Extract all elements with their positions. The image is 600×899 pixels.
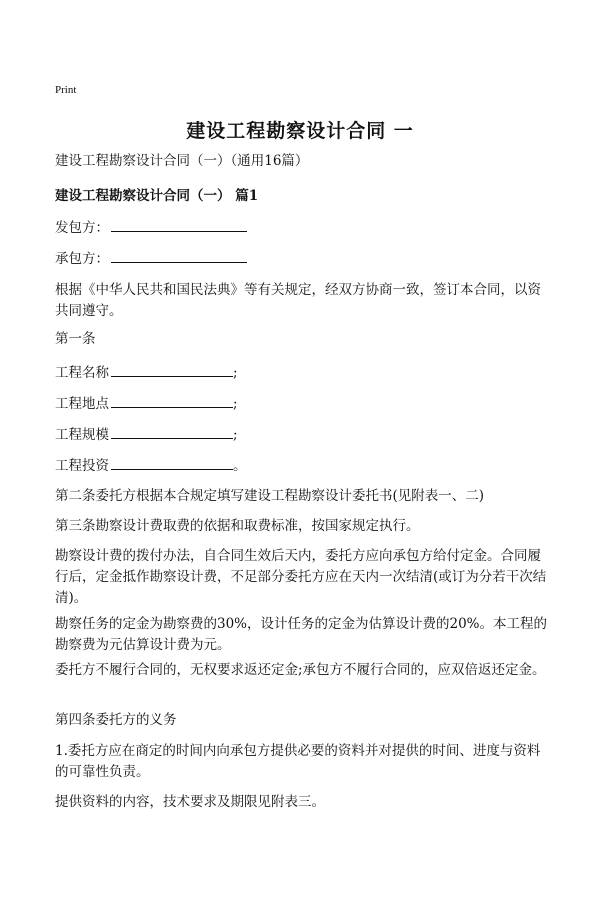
duty-2-paragraph: 提供资料的内容，技术要求及期限见附表三。 bbox=[55, 794, 325, 810]
document-title: 建设工程勘察设计合同 一 bbox=[186, 120, 414, 142]
payment-paragraph: 勘察设计费的拨付办法，自合同生效后天内，委托方应向承包方给付定金。合同履行后，定金抵作勘察设计费，不足部分委托方应在天内一次结清(或订为分若干次结清)。 bbox=[55, 548, 547, 606]
duty-1-paragraph: 1.委托方应在商定的时间内向承包方提供必要的资料并对提供的时间、进度与资料的可靠性负责。 bbox=[55, 743, 541, 780]
breach-paragraph: 委托方不履行合同的，无权要求返还定金;承包方不履行合同的，应双倍返还定金。 bbox=[55, 662, 546, 678]
project-site-row bbox=[55, 393, 550, 415]
project-scale-end: ; bbox=[233, 427, 238, 443]
project-scale-label: 工程规模 bbox=[55, 427, 109, 443]
project-name-row bbox=[55, 362, 550, 384]
project-invest-label: 工程投资 bbox=[55, 458, 109, 474]
project-scale-blank bbox=[111, 424, 233, 439]
project-site-blank bbox=[111, 393, 233, 408]
article-3: 第三条勘察设计费取费的依据和取费标准，按国家规定执行。 bbox=[55, 518, 420, 534]
section-heading: 建设工程勘察设计合同（一） 篇1 bbox=[55, 188, 259, 204]
project-site-label: 工程地点 bbox=[55, 396, 109, 412]
project-name-label: 工程名称 bbox=[55, 365, 109, 381]
party-a-label: 发包方： bbox=[55, 220, 109, 236]
project-site-end: ; bbox=[233, 396, 238, 412]
party-b-row bbox=[55, 248, 550, 270]
article-1-heading: 第一条 bbox=[55, 331, 96, 347]
party-a-blank bbox=[111, 217, 247, 232]
print-label[interactable]: Print bbox=[55, 84, 77, 96]
project-name-blank bbox=[111, 362, 233, 377]
party-a-row bbox=[55, 217, 550, 239]
project-scale-row bbox=[55, 424, 550, 446]
project-name-end: ; bbox=[233, 365, 238, 381]
party-b-label: 承包方： bbox=[55, 251, 109, 267]
article-4-heading: 第四条委托方的义务 bbox=[55, 712, 177, 728]
article-2: 第二条委托方根据本合规定填写建设工程勘察设计委托书(见附表一、二) bbox=[55, 488, 485, 504]
project-invest-end: 。 bbox=[233, 458, 247, 474]
party-b-blank bbox=[111, 248, 247, 263]
project-invest-blank bbox=[111, 455, 233, 470]
project-invest-row bbox=[55, 455, 550, 477]
deposit-paragraph: 勘察任务的定金为勘察费的30%，设计任务的定金为估算设计费的20%。本工程的勘察费为元估算设计费为元。 bbox=[55, 616, 548, 653]
intro-paragraph: 根据《中华人民共和国民法典》等有关规定，经双方协商一致，签订本合同，以资共同遵守。 bbox=[55, 282, 541, 319]
document-subtitle: 建设工程勘察设计合同（一）（通用16篇） bbox=[55, 153, 309, 169]
